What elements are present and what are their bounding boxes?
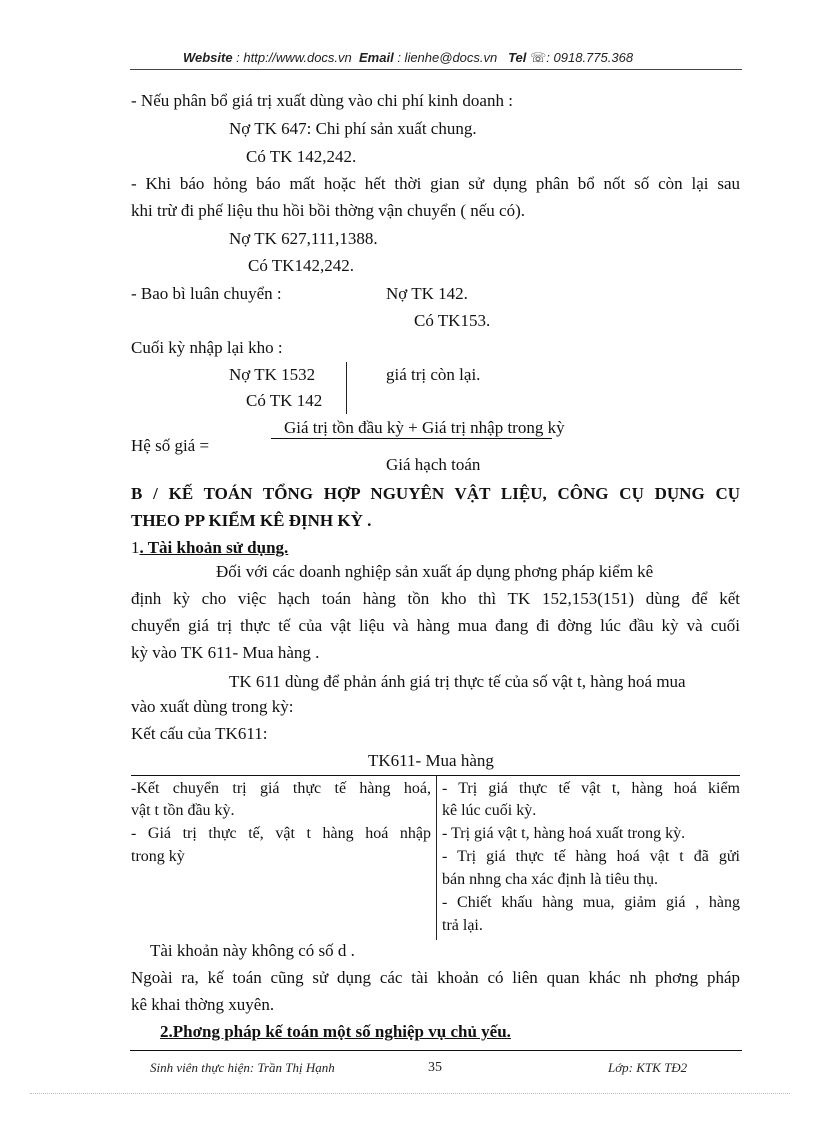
footer-class: Lớp: KTK TĐ2	[608, 1060, 688, 1075]
para-3: Kết cấu của TK611:	[131, 724, 268, 743]
email-label: Email	[359, 50, 394, 65]
footer-page-number: 35	[428, 1060, 442, 1075]
fraction-denominator: Giá hạch toán	[386, 455, 481, 474]
line-6: Nợ TK 627,111,1388.	[229, 229, 378, 248]
para-2-line-1: TK 611 dùng để phản ánh giá trị thực tế của số vật t, hàng hoá mua	[229, 672, 686, 691]
t-right-line-7: trả lại.	[442, 917, 483, 934]
para-1-line-3: chuyển giá trị thực tế của vật liệu và hàng mua đang đi đờng lúc đầu kỳ và cuối	[131, 616, 740, 635]
line-11b: giá trị còn lại.	[386, 365, 481, 384]
subheading-1-title: . Tài khoản sử dụng.	[139, 538, 289, 557]
line-9: Có TK153.	[414, 311, 491, 330]
para-5-line-2: kê khai thờng xuyên.	[131, 995, 275, 1014]
page-header	[0, 50, 816, 66]
bracket-rule	[346, 362, 347, 414]
section-b-heading-1: B / KẾ TOÁN TỔNG HỢP NGUYÊN VẬT LIỆU, CÔNG CỤ DỤNG CỤ	[131, 484, 740, 503]
t-account-divider	[436, 775, 437, 940]
line-8a: - Bao bì luân chuyển :	[131, 284, 282, 303]
t-right-line-3: - Trị giá vật t, hàng hoá xuất trong kỳ.	[442, 825, 686, 842]
t-right-line-6: - Chiết khấu hàng mua, giảm giá , hàng	[442, 894, 740, 911]
subheading-1	[131, 537, 288, 559]
line-5: khi trừ đi phế liệu thu hồi bồi thờng vận chuyển ( nếu có).	[131, 201, 526, 220]
para-5-line-1: Ngoài ra, kế toán cũng sử dụng các tài khoản có liên quan khác nh phơng pháp	[131, 968, 740, 987]
t-account-title: TK611- Mua hàng	[368, 751, 494, 770]
t-left-line-3: - Giá trị thực tế, vật t hàng hoá nhập	[131, 825, 431, 842]
footer-student: Sinh viên thực hiện: Trần Thị Hạnh	[150, 1060, 335, 1075]
para-2-line-2: vào xuất dùng trong kỳ:	[131, 697, 294, 716]
t-left-line-1: -Kết chuyển trị giá thực tế hàng hoá,	[131, 780, 431, 797]
fraction-label: Hệ số giá =	[131, 436, 210, 455]
tel-label: Tel	[508, 50, 527, 65]
footer-rule	[130, 1050, 742, 1051]
t-left-line-4: trong kỳ	[131, 848, 185, 865]
line-10: Cuối kỳ nhập lại kho :	[131, 338, 283, 357]
line-2: Nợ TK 647: Chi phí sản xuất chung.	[229, 119, 477, 138]
bottom-dotted-line	[30, 1093, 790, 1094]
line-12: Có TK 142	[246, 391, 323, 410]
line-1: - Nếu phân bổ giá trị xuất dùng vào chi phí kinh doanh :	[131, 91, 513, 110]
para-1-line-1: Đối với các doanh nghiệp sản xuất áp dụng phơng pháp kiểm kê	[216, 562, 654, 581]
fraction-numerator: Giá trị tồn đầu kỳ + Giá trị nhập trong kỳ	[284, 418, 565, 437]
website-value: : http://www.docs.vn	[236, 50, 352, 65]
line-7: Có TK142,242.	[248, 256, 354, 275]
t-right-line-4: - Trị giá thực tế hàng hoá vật t đã gửi	[442, 848, 740, 865]
line-3: Có TK 142,242.	[246, 147, 357, 166]
para-1-line-4: kỳ vào TK 611- Mua hàng .	[131, 643, 320, 662]
para-4: Tài khoản này không có số d .	[150, 941, 355, 960]
subheading-1-number: 1	[131, 538, 140, 557]
email-value: : lienhe@docs.vn	[397, 50, 498, 65]
para-1-line-2: định kỳ cho việc hạch toán hàng tồn kho thì TK 152,153(151) dùng để kết	[131, 589, 740, 608]
section-b-heading-2: THEO PP KIỂM KÊ ĐỊNH KỲ .	[131, 511, 372, 530]
t-left-line-2: vật t tồn đầu kỳ.	[131, 802, 235, 819]
fraction-bar	[271, 438, 552, 439]
subheading-2: 2.Phơng pháp kế toán một số nghiệp vụ chủ yếu.	[160, 1022, 511, 1041]
header-rule	[130, 69, 742, 70]
phone-icon: ☏	[530, 50, 547, 65]
line-4: - Khi báo hỏng báo mất hoặc hết thời gian sử dụng phân bổ nốt số còn lại sau	[131, 174, 740, 193]
t-right-line-5: bán nhng cha xác định là tiêu thụ.	[442, 871, 658, 888]
t-right-line-1: - Trị giá thực tế vật t, hàng hoá kiểm	[442, 780, 740, 797]
website-label: Website	[182, 50, 233, 65]
line-11a: Nợ TK 1532	[229, 365, 316, 384]
tel-value: : 0918.775.368	[546, 50, 634, 65]
line-8b: Nợ TK 142.	[386, 284, 468, 303]
t-right-line-2: kê lúc cuối kỳ.	[442, 802, 537, 819]
